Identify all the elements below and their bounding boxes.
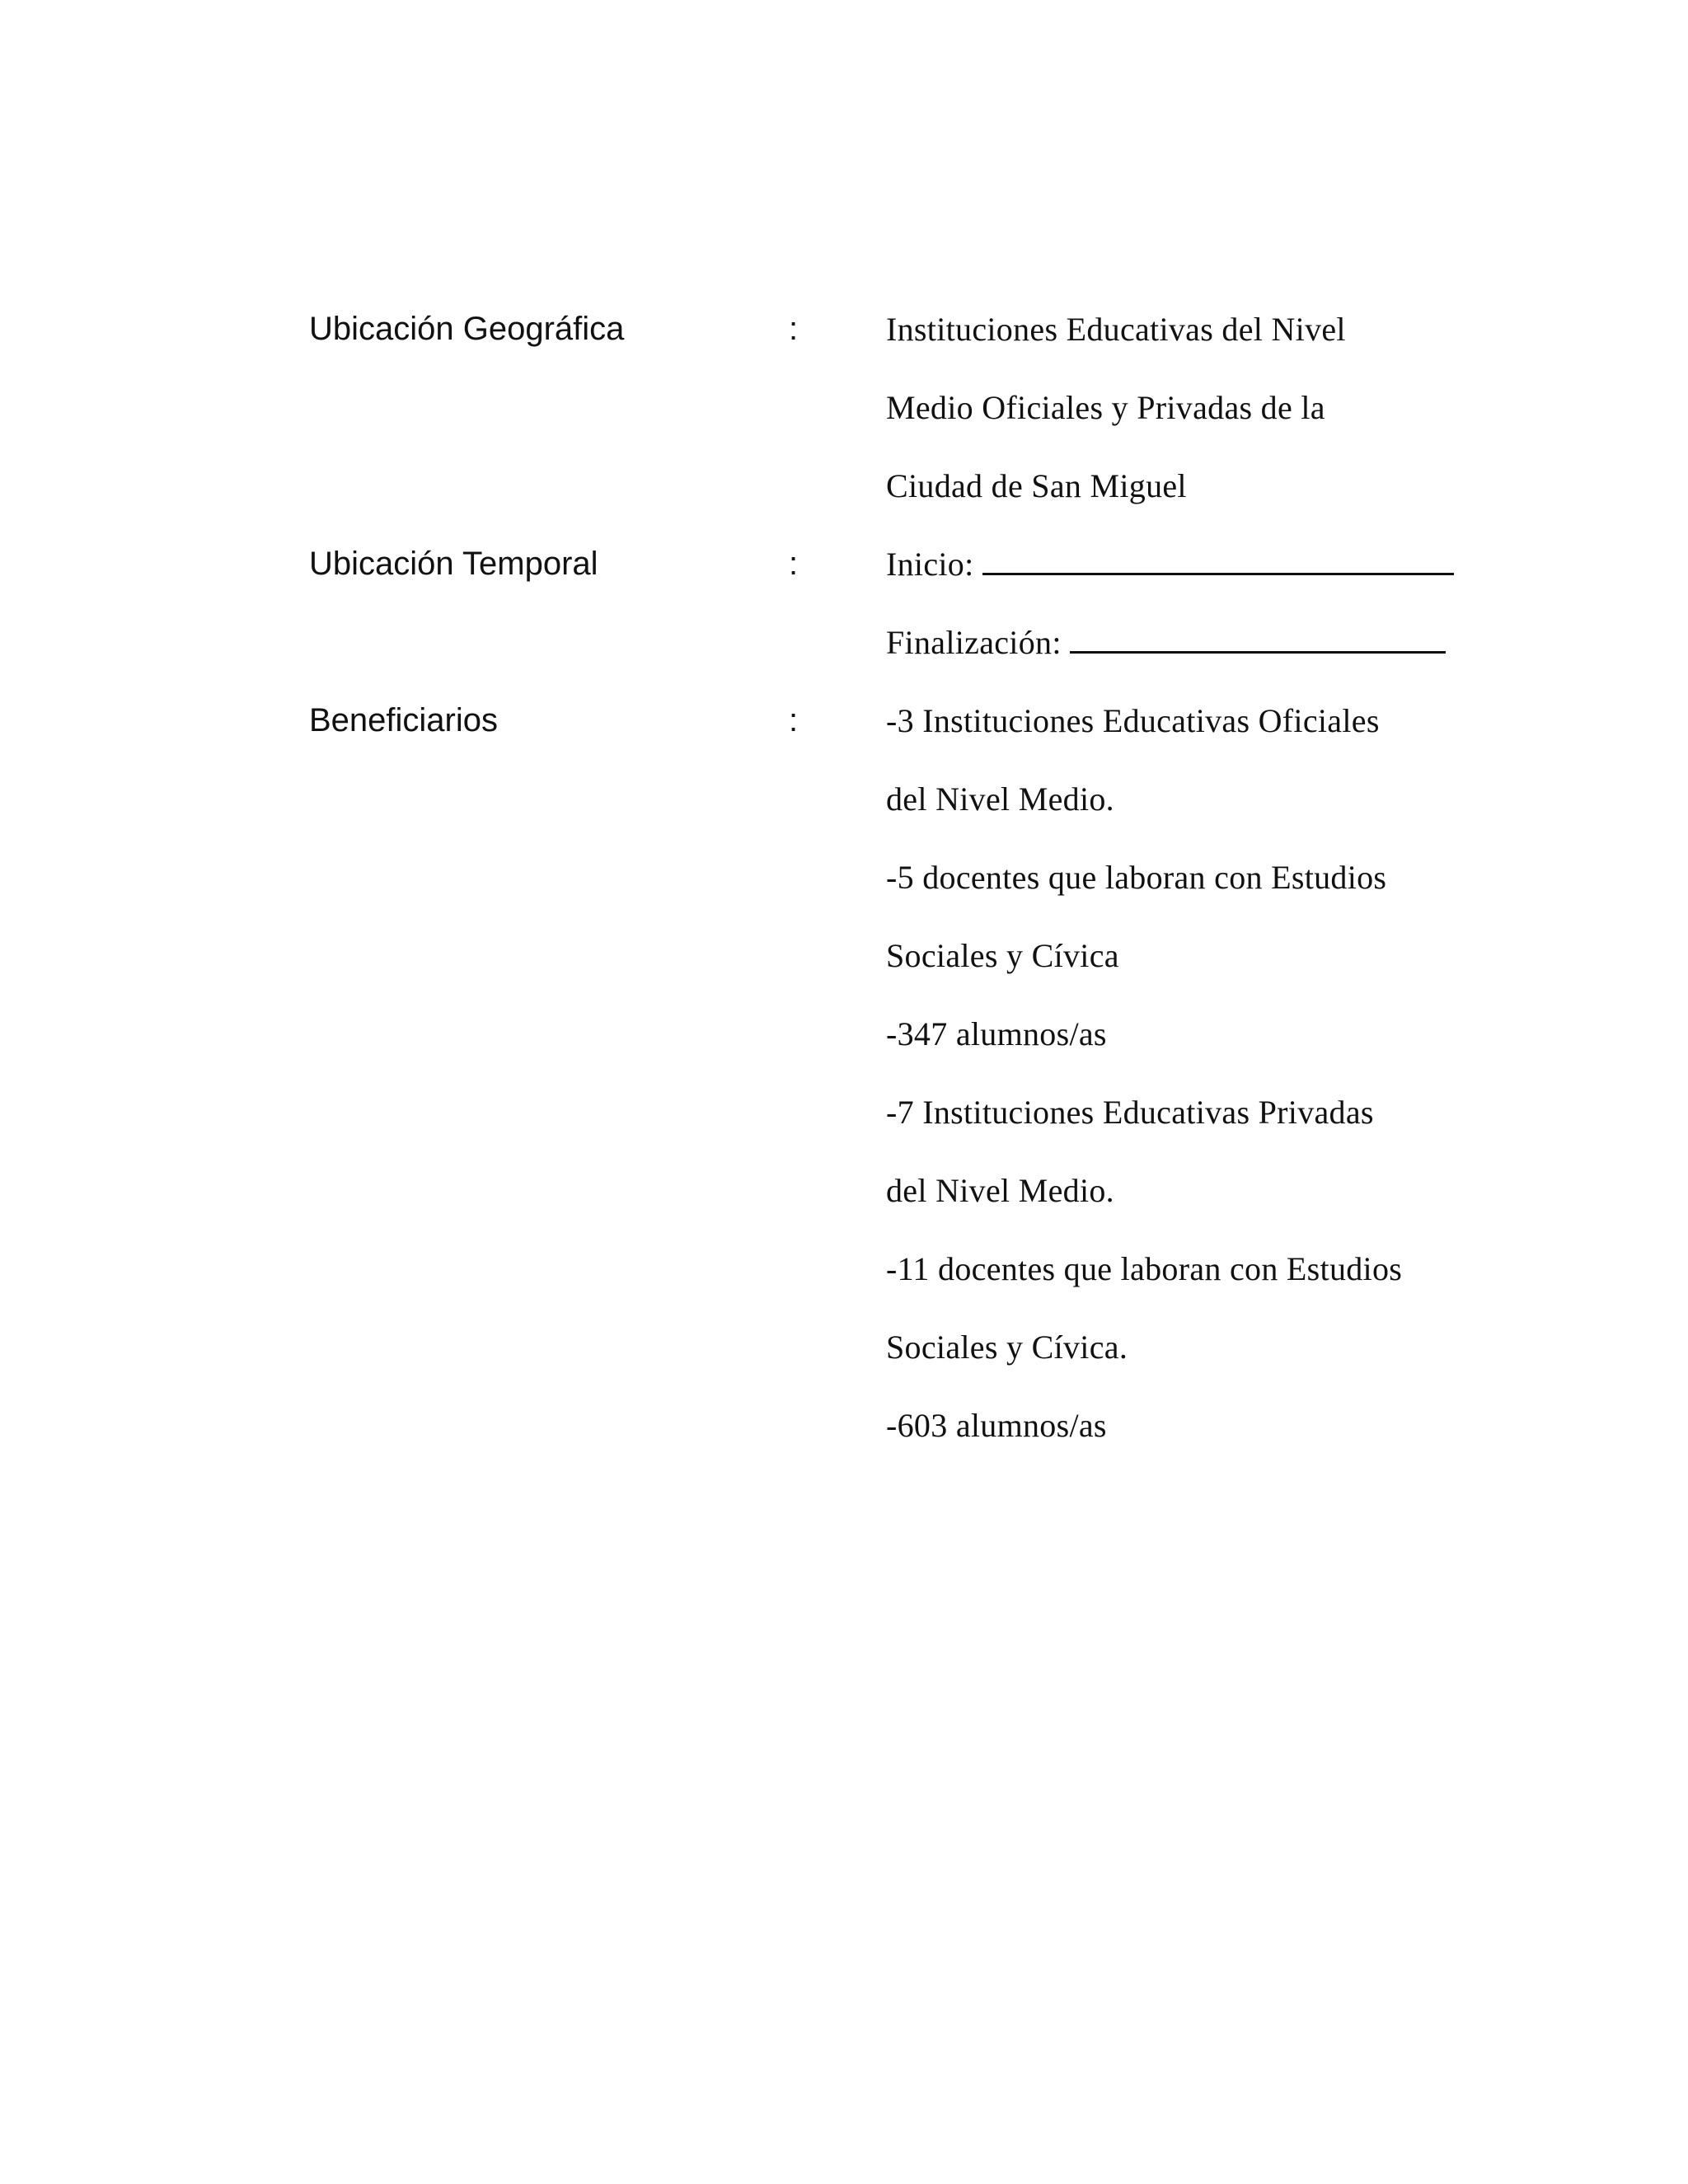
field-value xyxy=(886,525,1463,682)
field-colon: : xyxy=(789,702,799,738)
inicio-blank xyxy=(982,540,1454,575)
value-line: -5 docentes que laboran con Estudios xyxy=(886,859,1387,896)
value-line: Medio Oficiales y Privadas de la xyxy=(886,389,1325,426)
field-value xyxy=(886,682,1463,1465)
field-colon: : xyxy=(789,546,799,582)
value-line: Sociales y Cívica. xyxy=(886,1329,1128,1366)
finalizacion-blank xyxy=(1070,618,1446,654)
inicio-label: Inicio: xyxy=(886,546,974,583)
value-line: Instituciones Educativas del Nivel xyxy=(886,311,1346,348)
field-colon: : xyxy=(789,311,799,347)
value-line: -347 alumnos/as xyxy=(886,1015,1107,1052)
value-line: del Nivel Medio. xyxy=(886,780,1114,818)
value-line: del Nivel Medio. xyxy=(886,1172,1114,1209)
field-label: Ubicación Geográfica xyxy=(309,311,625,347)
value-line: -3 Instituciones Educativas Oficiales xyxy=(886,702,1380,739)
finalizacion-line xyxy=(886,603,1463,682)
value-line: -11 docentes que laboran con Estudios xyxy=(886,1250,1403,1287)
value-line: Sociales y Cívica xyxy=(886,937,1119,974)
field-value xyxy=(886,290,1463,525)
finalizacion-label: Finalización: xyxy=(886,624,1062,661)
value-line: Ciudad de San Miguel xyxy=(886,467,1187,504)
field-label: Ubicación Temporal xyxy=(309,546,598,582)
field-label: Beneficiarios xyxy=(309,702,499,738)
value-line: -7 Instituciones Educativas Privadas xyxy=(886,1094,1374,1131)
inicio-line xyxy=(886,525,1463,603)
value-line: -603 alumnos/as xyxy=(886,1407,1107,1444)
